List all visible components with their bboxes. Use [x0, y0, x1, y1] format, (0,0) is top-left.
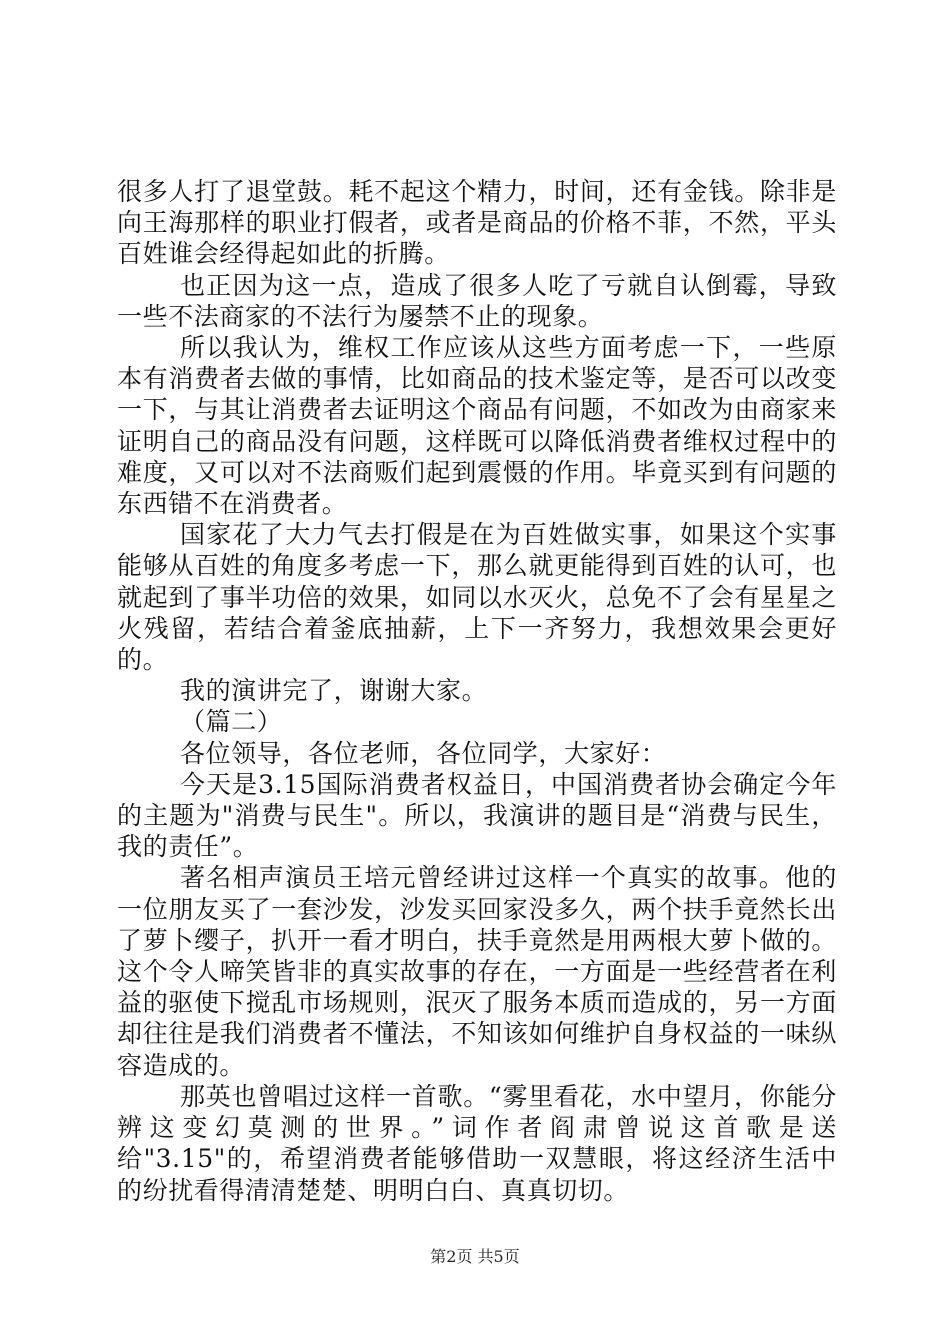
- greeting: 各位领导，各位老师，各位同学，大家好：: [180, 738, 667, 768]
- document-body: [117, 176, 837, 1206]
- page-footer: 第2页 共5页: [430, 1247, 520, 1266]
- paragraph-8: 今天是3.15国际消费者权益日，中国消费者协会确定今年的主题为"消费与民生"。所以，我演讲的题目是“消费与民生，我的责任”。: [117, 769, 837, 862]
- paragraph-10: 那英也曾唱过这样一首歌。“雾里看花，水中望月，你能分辨这变幻莫测的世界。”词作者阎肃曾说这首歌是送给"3.15"的，希望消费者能够借助一双慧眼，将这经济生活中的纷扰看得清清楚楚、明明白白、真真切切。: [117, 1081, 837, 1205]
- paragraph-2: 也正因为这一点，造成了很多人吃了亏就自认倒霉，导致一些不法商家的不法行为屡禁不止的现象。: [117, 270, 837, 331]
- paragraph-5: 我的演讲完了，谢谢大家。: [180, 676, 488, 706]
- paragraph-9: 著名相声演员王培元曾经讲过这样一个真实的故事。他的一位朋友买了一套沙发，沙发买回家没多久，两个扶手竟然长出了萝卜缨子，扒开一看才明白，扶手竟然是用两根大萝卜做的。这个令人啼笑皆非的真实故事的存在，一方面是一些经营者在利益的驱使下搅乱市场规则，泯灭了服务本质而造成的，另一方面却往往是我们消费者不懂法，不知该如何维护自身权益的一味纵容造成的。: [117, 863, 837, 1080]
- paragraph-1: 很多人打了退堂鼓。耗不起这个精力，时间，还有金钱。除非是向王海那样的职业打假者，或者是商品的价格不菲，不然，平头百姓谁会经得起如此的折腾。: [117, 177, 837, 269]
- section-heading: （篇二）: [180, 707, 283, 737]
- paragraph-4: 国家花了大力气去打假是在为百姓做实事，如果这个实事能够从百姓的角度多考虑一下，那么就更能得到百姓的认可，也就起到了事半功倍的效果，如同以水灭火，总免不了会有星星之火残留，若结合着釜底抽薪，上下一齐努力，我想效果会更好的。: [117, 520, 837, 675]
- paragraph-3: 所以我认为，维权工作应该从这些方面考虑一下，一些原本有消费者去做的事情，比如商品的技术鉴定等，是否可以改变一下，与其让消费者去证明这个商品有问题，不如改为由商家来证明自己的商品没有问题，这样既可以降低消费者维权过程中的难度，又可以对不法商贩们起到震慑的作用。毕竟买到有问题的东西错不在消费者。: [117, 333, 837, 519]
